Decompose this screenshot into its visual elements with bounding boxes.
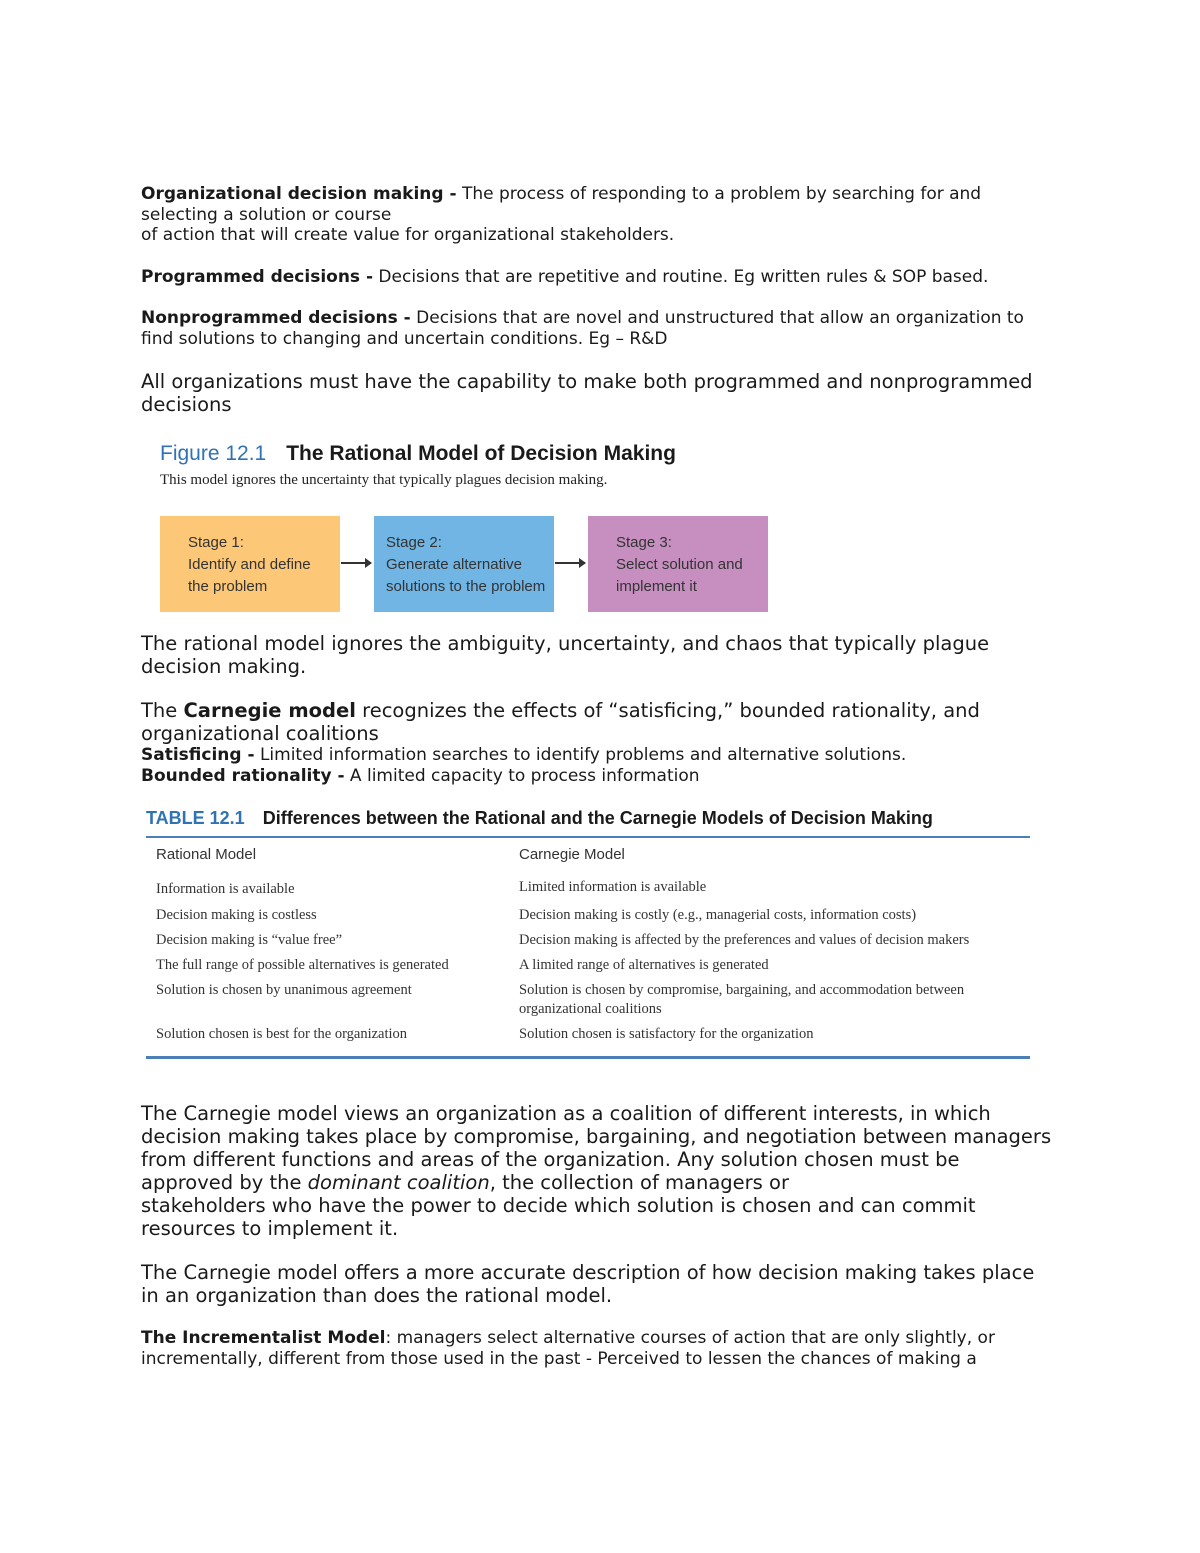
term: Nonprogrammed decisions - bbox=[141, 308, 411, 328]
term: Organizational decision making - bbox=[141, 184, 457, 204]
stage-1-box: Stage 1: Identify and define the problem bbox=[160, 516, 340, 612]
term: Programmed decisions - bbox=[141, 266, 374, 287]
table-differences bbox=[146, 808, 1030, 1058]
paragraph-rational-model: The rational model ignores the ambiguity, uncertainty, and chaos that typically plague decision making. bbox=[141, 632, 990, 678]
table-header: Rational Model bbox=[156, 846, 257, 863]
table-cell: Decision making is costly (e.g., managerial costs, information costs) bbox=[519, 907, 917, 923]
table-rule bbox=[146, 1056, 1030, 1059]
table-cell: Limited information is available bbox=[519, 879, 707, 895]
table-cell: Solution chosen is satisfactory for the organization bbox=[519, 1026, 814, 1042]
paragraph-carnegie-view: The Carnegie model views an organization as a coalition of different interests, in which decision making takes place by compromise, bargaining, and negotiation between managers from different functions and areas of the organization. Any solution chosen must be approved by the dominant coalition, the collection of managers or stakeholders who have the power to decide which solution is chosen and can commit resources to implement it. bbox=[141, 1102, 1052, 1240]
table-cell: Information is available bbox=[156, 881, 295, 897]
paragraph-nonprogrammed-decisions: Nonprogrammed decisions - Decisions that are novel and unstructured that allow an organization to find solutions to changing and uncertain conditions. Eg – R&D bbox=[141, 308, 1024, 349]
table-header: Carnegie Model bbox=[519, 846, 625, 863]
paragraph-carnegie-accuracy: The Carnegie model offers a more accurate description of how decision making takes place in an organization than does the rational model. bbox=[141, 1261, 1035, 1307]
paragraph-definitions: Satisficing - Limited information searches to identify problems and alternative solutions. Bounded rationality - A limited capacity to process information bbox=[141, 745, 907, 786]
figure-rational-model bbox=[160, 442, 800, 632]
paragraph-programmed-decisions: Programmed decisions - Decisions that are repetitive and routine. Eg written rules & SOP based. bbox=[141, 266, 989, 287]
paragraph-incrementalist-model: The Incrementalist Model: managers select alternative courses of action that are only slightly, or incrementally, different from those used in the past - Perceived to lessen the chances of making a bbox=[141, 1328, 995, 1369]
paragraph-capability: All organizations must have the capability to make both programmed and nonprogrammed decisions bbox=[141, 370, 1033, 416]
table-cell: Solution is chosen by unanimous agreement bbox=[156, 982, 412, 998]
stage-2-box: Stage 2: Generate alternative solutions to the problem bbox=[374, 516, 554, 612]
paragraph-carnegie-model: The Carnegie model recognizes the effects of “satisficing,” bounded rationality, and organizational coalitions bbox=[141, 699, 980, 745]
paragraph-organizational-decision-making: Organizational decision making - The process of responding to a problem by searching for and selecting a solution or course of action that will create value for organizational stakeholders. bbox=[141, 184, 982, 245]
table-cell: Solution chosen is best for the organization bbox=[156, 1026, 408, 1042]
table-cell: Decision making is costless bbox=[156, 907, 317, 923]
table-cell: Decision making is “value free” bbox=[156, 932, 343, 948]
table-cell: Solution is chosen by compromise, bargaining, and accommodation between organizational coalitions bbox=[519, 982, 965, 1017]
table-cell: The full range of possible alternatives is generated bbox=[156, 957, 449, 973]
figure-title: Figure 12.1 The Rational Model of Decision Making bbox=[160, 442, 676, 465]
document-page bbox=[141, 184, 1071, 1369]
figure-subtitle: This model ignores the uncertainty that typically plagues decision making. bbox=[160, 472, 608, 488]
table-cell: Decision making is affected by the preferences and values of decision makers bbox=[519, 932, 970, 948]
table-rule bbox=[146, 836, 1030, 838]
table-cell: A limited range of alternatives is generated bbox=[519, 957, 769, 973]
arrow-right-icon bbox=[341, 562, 371, 564]
table-title: TABLE 12.1 Differences between the Rational and the Carnegie Models of Decision Making bbox=[146, 808, 933, 828]
stage-3-box: Stage 3: Select solution and implement it bbox=[588, 516, 768, 612]
arrow-right-icon bbox=[555, 562, 585, 564]
